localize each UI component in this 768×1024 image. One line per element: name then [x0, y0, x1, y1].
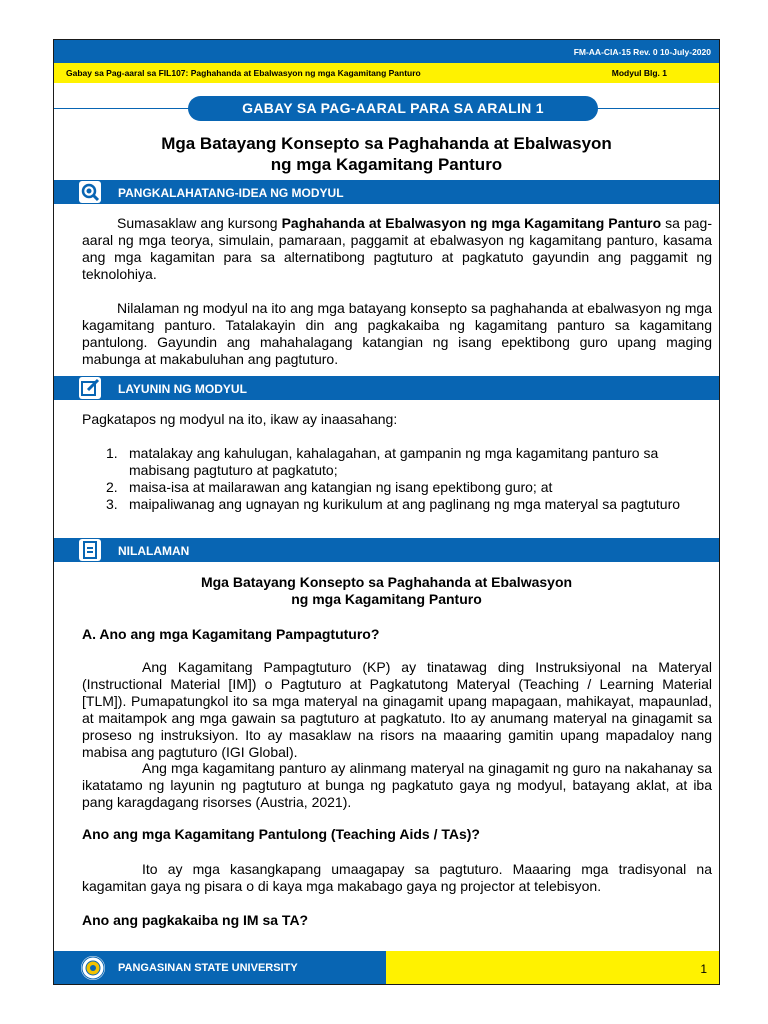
- title-line-1: Mga Batayang Konsepto sa Paghahanda at Ebalwasyon: [161, 134, 612, 153]
- footer-university: [54, 951, 386, 984]
- item-text: matalakay ang kahulugan, kahalagahan, at gampanin ng mga kagamitang panturo sa mabisang pagtuturo at pagkatuto;: [129, 445, 659, 478]
- item-number: 2.: [106, 479, 118, 495]
- content-title-line-2: ng mga Kagamitang Panturo: [291, 591, 482, 607]
- module-number: Modyul Blg. 1: [611, 68, 667, 78]
- content-title: [54, 574, 719, 608]
- page-frame: [53, 39, 720, 985]
- form-code: FM-AA-CIA-15 Rev. 0 10-July-2020: [573, 47, 711, 57]
- course-name: Paghahanda at Ebalwasyon ng mga Kagamitang Panturo: [281, 215, 662, 231]
- overview-paragraph-2: Nilalaman ng modyul na ito ang mga batayang konsepto sa paghahanda at ebalwasyon ng mga kagamitang panturo. Tatalakayin din ang pagkakaiba ng kagamitang panturo sa kagamitang pantulong. Gayundin ang mahahalagang katangian ng isang epektibong guro upang maging mabunga at makabuluhan ang pagtuturo.: [82, 300, 712, 367]
- section-label: PANGKALAHATANG-IDEA NG MODYUL: [118, 186, 344, 200]
- title-line-2: ng mga Kagamitang Panturo: [270, 155, 503, 174]
- pencil-edit-icon: [79, 377, 101, 399]
- objectives-list: [82, 445, 712, 513]
- item-text: maipaliwanag ang ugnayan ng kurikulum at ang paglinang ng mga materyal sa pagtuturo: [129, 496, 681, 512]
- footer-page: [386, 951, 719, 984]
- list-item: [82, 479, 712, 496]
- lesson-banner: GABAY SA PAG-AARAL PARA SA ARALIN 1: [188, 96, 598, 121]
- overview-paragraph-1: [82, 215, 712, 283]
- page-number: 1: [700, 962, 707, 976]
- university-seal-icon: [81, 956, 105, 980]
- university-name: PANGASINAN STATE UNIVERSITY: [118, 962, 298, 974]
- section-label: LAYUNIN NG MODYUL: [118, 382, 247, 396]
- document-list-icon: [79, 539, 101, 561]
- content-paragraph-b: Ito ay mga kasangkapang umaagapay sa pagtuturo. Maaaring mga tradisyonal na kagamitan gaya ng pisara o di kaya mga makabago gaya ng projector at telebisyon.: [82, 861, 712, 894]
- text: sa pag-aaral ng mga teorya, simulain, pamaraan, paggamit at ebalwasyon ng kagamitang panturo, kasama ang mga kagamitan para sa alternatibong pagtuturo at pagkatuto gayundin ang paggamit ng teknolohiya.: [82, 215, 713, 282]
- text: Sumasaklaw ang kursong: [117, 215, 282, 231]
- guide-reference: Gabay sa Pag-aaral sa FIL107: Paghahanda at Ebalwasyon ng mga Kagamitang Panturo: [66, 68, 421, 78]
- form-code-bar: [54, 40, 719, 63]
- item-number: 3.: [106, 496, 118, 512]
- list-item: [82, 496, 712, 513]
- page-title: [54, 133, 719, 175]
- section-label: NILALAMAN: [118, 544, 190, 558]
- item-text: maisa-isa at mailarawan ang katangian ng isang epektibong guro; at: [129, 479, 553, 495]
- section-header-objectives: [54, 376, 719, 400]
- guide-ref-bar: [54, 63, 719, 83]
- question-c: Ano ang pagkakaiba ng IM sa TA?: [82, 912, 309, 928]
- section-header-overview: [54, 180, 719, 204]
- magnifier-icon: [79, 181, 101, 203]
- content-paragraph-a2: Ang mga kagamitang panturo ay alinmang materyal na ginagamit ng guro na nakahanay sa ikatatamo ng layunin ng pagtuturo at bunga ng pagkatuto gaya ng modyul, batayang aklat, at iba pang karagdagang risorses (Austria, 2021).: [82, 760, 712, 810]
- question-a: A. Ano ang mga Kagamitang Pampagtuturo?: [82, 626, 380, 642]
- question-b: Ano ang mga Kagamitang Pantulong (Teaching Aids / TAs)?: [82, 826, 480, 842]
- content-paragraph-a1: Ang Kagamitang Pampagtuturo (KP) ay tinatawag ding Instruksiyonal na Materyal (Instructional Material [IM]) o Pagtuturo at Pagkatutong Materyal (Teaching / Learning Material [TLM]). Pumapatungkol ito sa mga materyal na ginagamit upang mapagaan, mahikayat, mapaunlad, at maitampok ang mga gawain sa pagtuturo at pagkatuto. Ito ay anumang materyal na ginagamit sa proseso ng instruksiyon. Ito ay masaklaw na risors na maaaring gamitin upang mapadaloy nang mabisa ang pagtuturo (IGI Global).: [82, 659, 712, 760]
- section-header-content: [54, 538, 719, 562]
- content-title-line-1: Mga Batayang Konsepto sa Paghahanda at Ebalwasyon: [200, 574, 573, 590]
- item-number: 1.: [106, 445, 118, 461]
- objectives-intro: Pagkatapos ng modyul na ito, ikaw ay inaasahang:: [82, 411, 398, 427]
- list-item: [82, 445, 712, 479]
